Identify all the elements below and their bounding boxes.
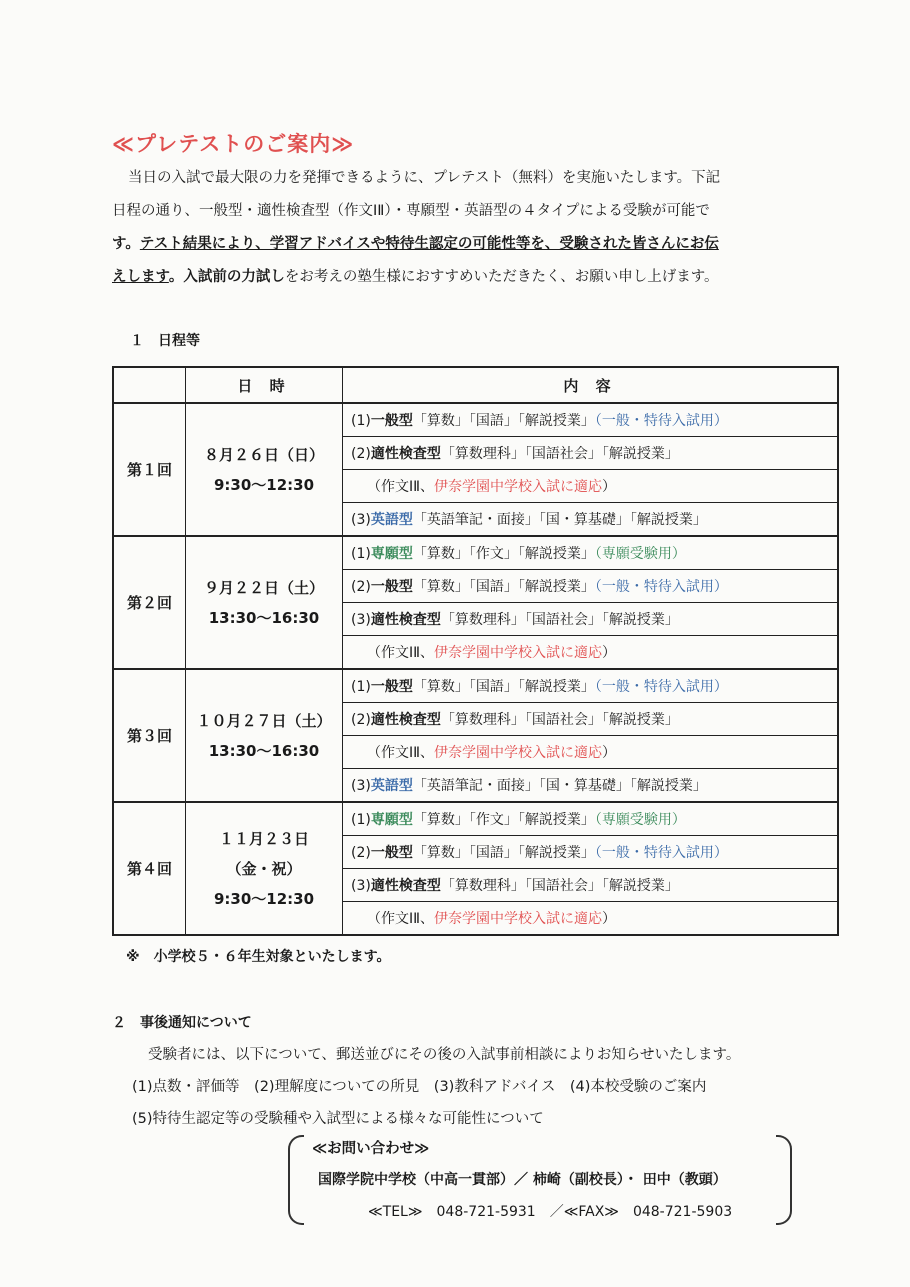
essay-close: ）	[602, 479, 617, 495]
page-title: ≪プレテストのご案内≫	[112, 132, 355, 156]
item-number: (2)	[351, 446, 371, 462]
test-note: （専願受験用）	[594, 812, 686, 828]
essay-label: （作文ⅠⅡ、	[367, 745, 435, 761]
ina-gakuen-note: 伊奈学園中学校入試に適応	[434, 745, 603, 761]
test-subjects: 「算数理科」「国語社会」「解説授業」	[440, 878, 679, 894]
essay-label: （作文ⅠⅡ、	[367, 479, 435, 495]
table-row	[113, 536, 838, 570]
content-cell	[343, 603, 839, 636]
content-cell	[343, 570, 839, 603]
test-type: 専願型	[370, 546, 413, 562]
round-date-cell	[186, 403, 343, 536]
test-type: 適性検査型	[370, 446, 441, 462]
essay-note-line	[351, 908, 616, 928]
test-subjects: 「算数」「国語」「解説授業」	[412, 413, 595, 429]
round-time: 13:30～16:30	[208, 608, 320, 627]
round-time: 9:30～12:30	[213, 475, 315, 494]
item-number: (2)	[351, 712, 371, 728]
round-label: 第２回	[113, 536, 186, 669]
test-note: （一般・特待入試用）	[594, 679, 728, 695]
test-type: 一般型	[370, 413, 413, 429]
item-number: (1)	[351, 812, 371, 828]
test-subjects: 「算数理科」「国語社会」「解説授業」	[440, 712, 679, 728]
contact-school: 国際学院中学校（中高一貫部）／ 柿崎（副校長）・ 田中（教頭）	[318, 1172, 727, 1188]
intro-line-3	[112, 228, 792, 261]
test-subjects: 「算数」「国語」「解説授業」	[412, 845, 595, 861]
tel-number[interactable]: 048-721-5931	[436, 1204, 536, 1220]
test-type: 適性検査型	[370, 612, 441, 628]
round-label: 第４回	[113, 802, 186, 935]
item-number: (1)	[351, 679, 371, 695]
item-number: (3)	[351, 512, 371, 528]
intro-line-3-start: す。	[112, 236, 140, 252]
table-header-row	[113, 367, 838, 403]
round-time: 9:30～12:30	[213, 889, 315, 908]
section-1-heading: １ 日程等	[130, 333, 200, 349]
essay-close: ）	[602, 645, 617, 661]
section-2-heading: ２ 事後通知について	[112, 1015, 252, 1031]
test-subjects: 「算数理科」「国語社会」「解説授業」	[440, 446, 679, 462]
round-date-cell	[186, 536, 343, 669]
essay-note-line	[351, 476, 616, 496]
content-cell	[343, 736, 839, 769]
test-note: （一般・特待入試用）	[594, 413, 728, 429]
contact-bracket-right	[776, 1135, 792, 1225]
ina-gakuen-note: 伊奈学園中学校入試に適応	[434, 479, 603, 495]
item-number: (1)	[351, 546, 371, 562]
table-row	[113, 669, 838, 703]
intro-highlight-2: えします	[112, 269, 169, 285]
intro-line-1: 当日の入試で最大限の力を発揮できるように、プレテスト（無料）を実施いたします。下記	[128, 170, 721, 186]
test-type: 英語型	[370, 778, 413, 794]
item-number: (3)	[351, 878, 371, 894]
ina-gakuen-note: 伊奈学園中学校入試に適応	[434, 645, 603, 661]
tel-label: ≪TEL≫	[368, 1204, 423, 1220]
round-label: 第３回	[113, 669, 186, 802]
table-row	[113, 802, 838, 836]
round-date: ９月２２日（土）	[203, 578, 324, 597]
test-subjects: 「算数」「作文」「解説授業」	[412, 812, 595, 828]
round-time: 13:30～16:30	[208, 741, 320, 760]
contact-separator: ／	[549, 1204, 564, 1220]
contact-phone-line	[368, 1201, 732, 1221]
section-2-line-1: 受験者には、以下について、郵送並びにその後の入試事前相談によりお知らせいたします。	[148, 1047, 741, 1063]
table-row	[113, 403, 838, 437]
test-subjects: 「算数」「国語」「解説授業」	[412, 579, 595, 595]
fax-number: 048-721-5903	[632, 1204, 733, 1220]
round-date: １０月２７日（土）	[196, 711, 332, 730]
contact-bracket-left	[288, 1135, 304, 1225]
round-date-cell	[186, 669, 343, 802]
round-label: 第１回	[113, 403, 186, 536]
content-cell	[343, 470, 839, 503]
item-number: (2)	[351, 579, 371, 595]
content-cell	[343, 437, 839, 470]
footnote-mark: ※	[126, 949, 140, 965]
content-cell	[343, 403, 839, 437]
schedule-table	[112, 366, 839, 936]
essay-close: ）	[602, 745, 617, 761]
round-date-cell	[186, 802, 343, 935]
item-number: (2)	[351, 845, 371, 861]
footnote	[126, 946, 391, 966]
test-subjects: 「算数」「作文」「解説授業」	[412, 546, 595, 562]
footnote-text: 小学校５・６年生対象といたします。	[153, 949, 391, 965]
content-cell	[343, 669, 839, 703]
test-type: 一般型	[370, 679, 413, 695]
intro-line-4-end: をお考えの塾生様におすすめいただきたく、お願い申し上げます。	[284, 269, 719, 285]
test-subjects: 「算数理科」「国語社会」「解説授業」	[440, 612, 679, 628]
round-date: （金・祝）	[226, 859, 302, 878]
fax-label: ≪FAX≫	[563, 1204, 619, 1220]
intro-line-4	[112, 261, 792, 294]
header-content: 内 容	[343, 367, 839, 403]
header-date: 日 時	[186, 367, 343, 403]
round-date: １１月２３日	[218, 829, 309, 848]
content-cell	[343, 703, 839, 736]
essay-label: （作文ⅠⅡ、	[367, 911, 435, 927]
intro-bold: 。入試前の力試し	[168, 269, 285, 285]
intro-line-2: 日程の通り、一般型・適性検査型（作文ⅠⅡ）・専願型・英語型の４タイプによる受験が可能で	[112, 203, 710, 219]
round-date: ８月２６日（日）	[203, 445, 324, 464]
contact-box	[288, 1135, 792, 1221]
test-subjects: 「英語筆記・面接」「国・算基礎」「解説授業」	[412, 778, 707, 794]
test-subjects: 「英語筆記・面接」「国・算基礎」「解説授業」	[412, 512, 707, 528]
section-2-line-3: (5)特待生認定等の受験種や入試型による様々な可能性について	[132, 1111, 544, 1127]
essay-close: ）	[602, 911, 617, 927]
item-number: (3)	[351, 778, 371, 794]
test-note: （一般・特待入試用）	[594, 579, 728, 595]
content-cell	[343, 902, 839, 936]
section-2-line-2: (1)点数・評価等 (2)理解度についての所見 (3)教科アドバイス (4)本校受験のご案内	[132, 1079, 707, 1095]
test-note: （一般・特待入試用）	[594, 845, 728, 861]
test-note: （専願受験用）	[594, 546, 686, 562]
contact-heading: ≪お問い合わせ≫	[312, 1141, 430, 1157]
content-cell	[343, 503, 839, 537]
content-cell	[343, 869, 839, 902]
header-blank	[113, 367, 186, 403]
test-type: 適性検査型	[370, 712, 441, 728]
essay-note-line	[351, 642, 616, 662]
content-cell	[343, 769, 839, 803]
test-type: 適性検査型	[370, 878, 441, 894]
test-type: 専願型	[370, 812, 413, 828]
test-subjects: 「算数」「国語」「解説授業」	[412, 679, 595, 695]
content-cell	[343, 636, 839, 670]
test-type: 英語型	[370, 512, 413, 528]
ina-gakuen-note: 伊奈学園中学校入試に適応	[434, 911, 603, 927]
intro-highlight-1: テスト結果により、学習アドバイスや特待生認定の可能性等を、受験された皆さんにお伝	[139, 236, 719, 252]
essay-label: （作文ⅠⅡ、	[367, 645, 435, 661]
content-cell	[343, 536, 839, 570]
content-cell	[343, 836, 839, 869]
essay-note-line	[351, 742, 616, 762]
item-number: (3)	[351, 612, 371, 628]
content-cell	[343, 802, 839, 836]
test-type: 一般型	[370, 845, 413, 861]
test-type: 一般型	[370, 579, 413, 595]
item-number: (1)	[351, 413, 371, 429]
